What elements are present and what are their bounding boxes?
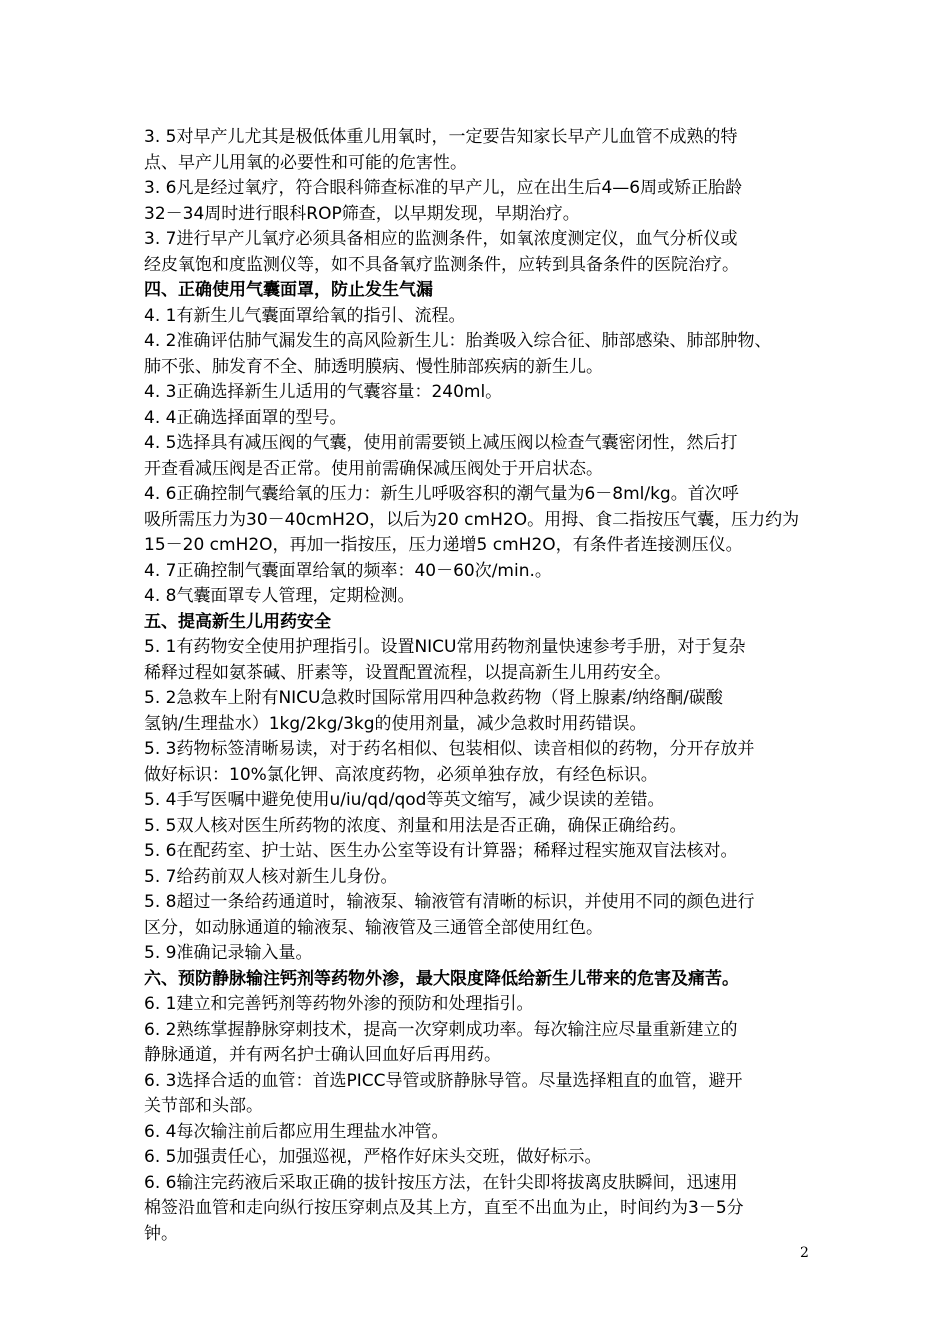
paragraph-line: 4. 5选择具有减压阀的气囊，使用前需要锁上减压阀以检查气囊密闭性，然后打 <box>144 433 738 453</box>
paragraph-line: 6. 3选择合适的血管：首选PICC导管或脐静脉导管。尽量选择粗直的血管，避开 <box>144 1070 743 1091</box>
paragraph-line: 5. 2急救车上附有NICU急救时国际常用四种急救药物（肾上腺素/纳络酮/碳酸 <box>144 688 723 708</box>
section-heading: 六、预防静脉输注钙剂等药物外渗，最大限度降低给新生儿带来的危害及痛苦。 <box>144 968 739 989</box>
paragraph-line: 4. 8气囊面罩专人管理，定期检测。 <box>144 586 415 606</box>
paragraph-line: 5. 6在配药室、护士站、医生办公室等设有计算器；稀释过程实施双盲法核对。 <box>144 841 738 861</box>
paragraph-line: 5. 7给药前双人核对新生儿身份。 <box>144 866 398 887</box>
paragraph-line: 6. 5加强责任心，加强巡视，严格作好床头交班，做好标示。 <box>144 1147 602 1167</box>
paragraph-line: 吸所需压力为30－40cmH2O，以后为20 cmH2O。用拇、食二指按压气囊，压力约为 <box>144 509 800 530</box>
paragraph-line: 关节部和头部。 <box>144 1096 263 1116</box>
paragraph-line: 5. 8超过一条给药通道时，输液泵、输液管有清晰的标识，并使用不同的颜色进行 <box>144 892 755 912</box>
paragraph-line: 点、早产儿用氧的必要性和可能的危害性。 <box>144 152 467 173</box>
paragraph-line: 肺不张、肺发育不全、肺透明膜病、慢性肺部疾病的新生儿。 <box>144 356 603 377</box>
paragraph-line: 5. 1有药物安全使用护理指引。设置NICU常用药物剂量快速参考手册，对于复杂 <box>144 637 746 657</box>
paragraph-line: 15－20 cmH2O，再加一指按压，压力递增5 cmH2O，有条件者连接测压仪。 <box>144 535 743 555</box>
paragraph-line: 4. 7正确控制气囊面罩给氧的频率：40－60次/min.。 <box>144 560 552 581</box>
paragraph-line: 开查看减压阀是否正常。使用前需确保减压阀处于开启状态。 <box>144 458 603 479</box>
paragraph-line: 6. 2熟练掌握静脉穿刺技术，提高一次穿刺成功率。每次输注应尽量重新建立的 <box>144 1019 738 1040</box>
paragraph-line: 6. 1建立和完善钙剂等药物外渗的预防和处理指引。 <box>144 994 534 1014</box>
paragraph-line: 经皮氧饱和度监测仪等，如不具备氧疗监测条件，应转到具备条件的医院治疗。 <box>144 254 739 275</box>
section-heading: 五、提高新生儿用药安全 <box>144 611 331 632</box>
paragraph-line: 3. 6凡是经过氧疗，符合眼科筛查标准的早产儿，应在出生后4—6周或矫正胎龄 <box>144 178 743 198</box>
paragraph-line: 棉签沿血管和走向纵行按压穿刺点及其上方，直至不出血为止，时间约为3－5分 <box>144 1198 744 1218</box>
paragraph-line: 6. 6输注完药液后采取正确的拔针按压方法，在针尖即将拔离皮肤瞬间，迅速用 <box>144 1172 738 1193</box>
paragraph-line: 4. 4正确选择面罩的型号。 <box>144 407 347 428</box>
paragraph-line: 3. 5对早产儿尤其是极低体重儿用氧时，一定要告知家长早产儿血管不成熟的特 <box>144 127 738 147</box>
paragraph-line: 5. 5双人核对医生所药物的浓度、剂量和用法是否正确，确保正确给药。 <box>144 815 687 836</box>
paragraph-line: 稀释过程如氨茶碱、肝素等，设置配置流程，以提高新生儿用药安全。 <box>144 662 671 683</box>
paragraph-line: 4. 3正确选择新生儿适用的气囊容量：240ml。 <box>144 382 503 402</box>
paragraph-line: 钟。 <box>144 1223 178 1244</box>
paragraph-line: 静脉通道，并有两名护士确认回血好后再用药。 <box>144 1045 501 1065</box>
paragraph-line: 5. 9准确记录输入量。 <box>144 943 313 963</box>
paragraph-line: 4. 2准确评估肺气漏发生的高风险新生儿：胎粪吸入综合征、肺部感染、肺部肿物、 <box>144 331 772 351</box>
paragraph-line: 6. 4每次输注前后都应用生理盐水冲管。 <box>144 1121 449 1142</box>
page-number: 2 <box>800 1245 809 1261</box>
document-body <box>144 125 820 1247</box>
paragraph-line: 4. 1有新生儿气囊面罩给氧的指引、流程。 <box>144 305 466 326</box>
paragraph-line: 3. 7进行早产儿氧疗必须具备相应的监测条件，如氧浓度测定仪，血气分析仪或 <box>144 229 738 249</box>
paragraph-line: 区分，如动脉通道的输液泵、输液管及三通管全部使用红色。 <box>144 917 603 938</box>
paragraph-line: 5. 4手写医嘱中避免使用u/iu/qd/qod等英文缩写，减少误读的差错。 <box>144 790 665 810</box>
paragraph-line: 5. 3药物标签清晰易读，对于药名相似、包装相似、读音相似的药物，分开存放并 <box>144 739 755 759</box>
paragraph-line: 4. 6正确控制气囊给氧的压力：新生儿呼吸容积的潮气量为6－8ml/kg。首次呼 <box>144 484 739 504</box>
paragraph-line: 32－34周时进行眼科ROP筛查，以早期发现，早期治疗。 <box>144 203 580 224</box>
section-heading: 四、正确使用气囊面罩，防止发生气漏 <box>144 280 433 300</box>
paragraph-line: 做好标识：10%氯化钾、高浓度药物，必须单独存放，有经色标识。 <box>144 764 658 785</box>
paragraph-line: 氢钠/生理盐水）1kg/2kg/3kg的使用剂量，减少急救时用药错误。 <box>144 713 647 734</box>
